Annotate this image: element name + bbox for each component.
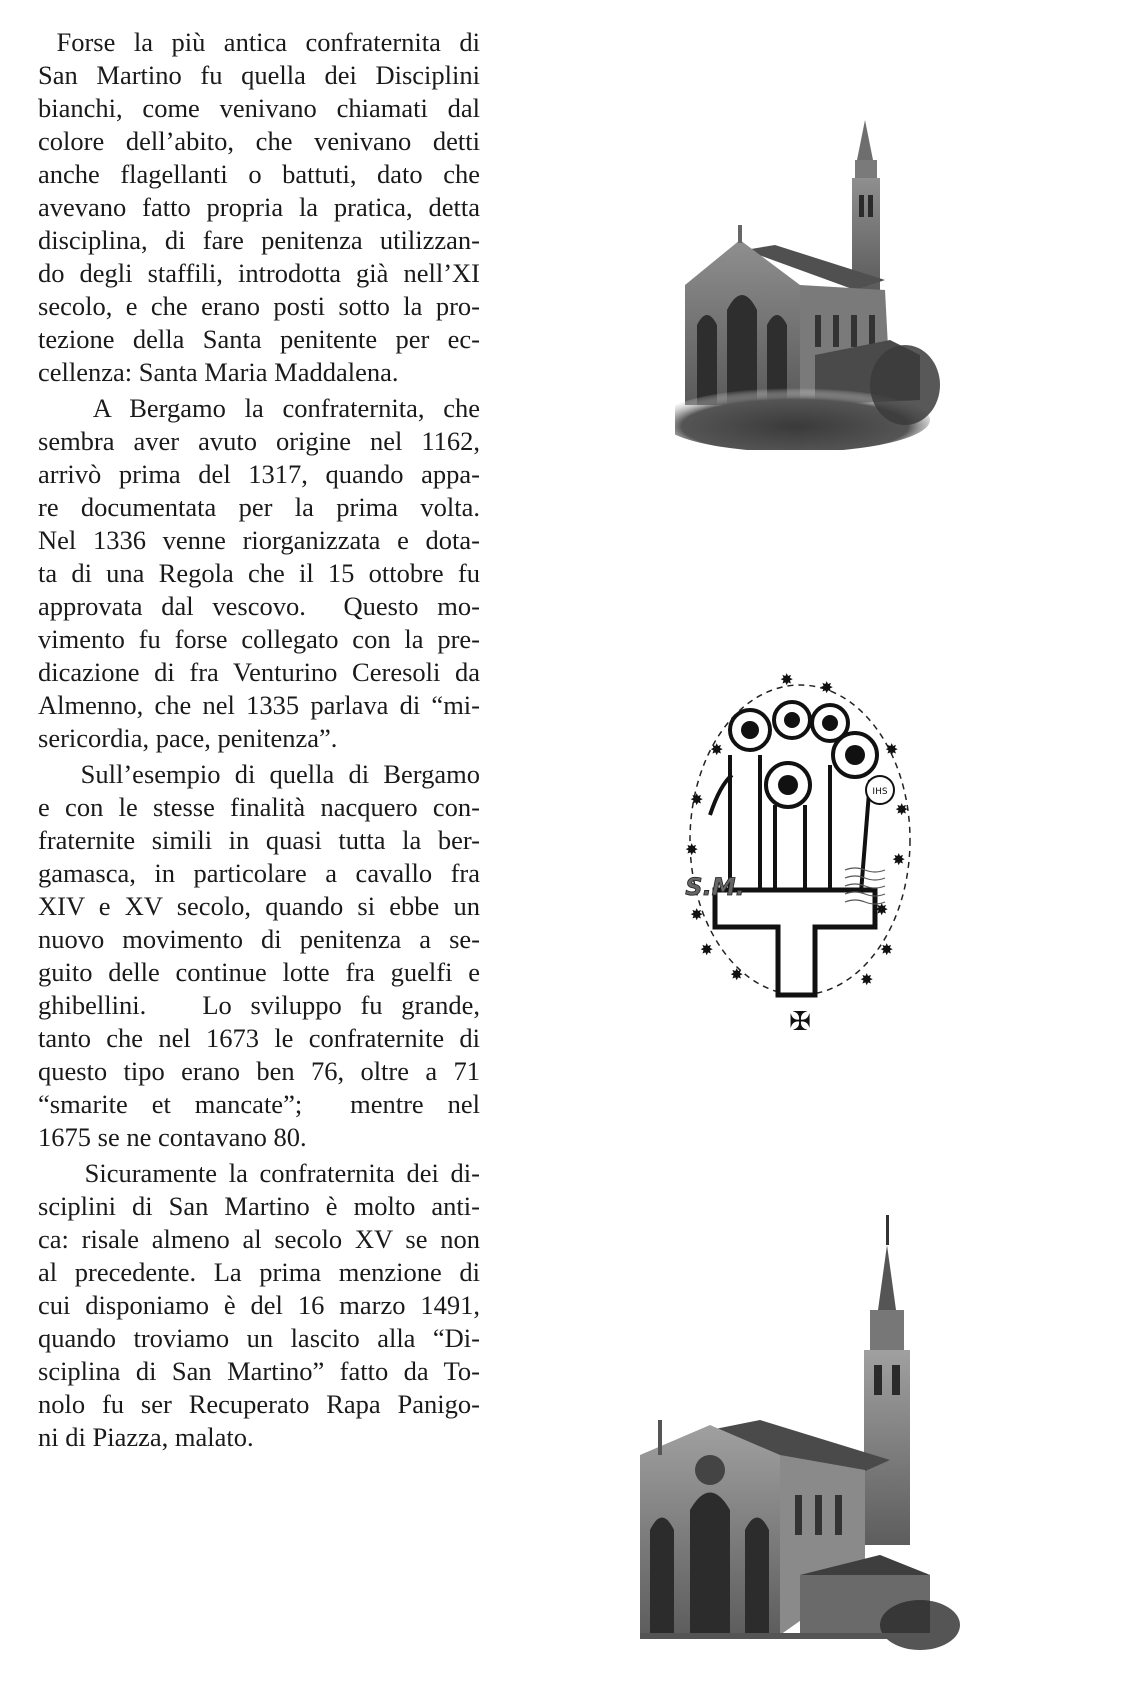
text-line: anche flagellanti o battuti, dato che [38,159,480,189]
text-line: guito delle continue lotte fra guelfi e [38,957,480,987]
text-line: San Martino fu quella dei Disciplini [38,60,480,90]
text-line: al precedente. La prima menzione di [38,1257,480,1287]
text-line: nolo fu ser Recuperato Rapa Panigo- [38,1389,480,1419]
text-line: cellenza: Santa Maria Maddalena. [38,357,399,387]
cross-icon: ✠ [789,1007,811,1035]
church-photo-bottom [630,1215,970,1655]
text-line: avevano fatto propria la pratica, detta [38,192,480,222]
confraternity-emblem [670,665,930,1035]
svg-text:✸: ✸ [690,905,704,924]
text-line: approvata dal vescovo. Questo mo- [38,591,480,621]
church-photo-top [675,115,945,450]
svg-text:✸: ✸ [690,790,704,809]
text-line: Sull’esempio di quella di Bergamo [38,759,480,789]
text-line: disciplina, di fare penitenza utilizzan- [38,225,480,255]
paragraph-3 [38,758,480,1154]
text-line: tanto che nel 1673 le confraternite di [38,1023,480,1053]
text-line: ni di Piazza, malato. [38,1422,254,1452]
text-line: Sicuramente la confraternita dei di- [38,1158,480,1188]
paragraph-1 [38,26,480,389]
text-line: e con le stesse finalità nacquero con- [38,792,480,822]
text-line: XIV e XV secolo, quando si ebbe un [38,891,480,921]
text-line: Nel 1336 venne riorganizzata e dota- [38,525,480,555]
text-line: ghibellini. Lo sviluppo fu grande, [38,990,480,1020]
paragraph-2 [38,392,480,755]
text-line: dicazione di fra Venturino Ceresoli da [38,657,480,687]
svg-text:✸: ✸ [875,900,889,919]
ihs-badge: IHS [872,787,888,797]
svg-text:✸: ✸ [820,678,834,697]
text-line: Forse la più antica confraternita di [38,27,480,57]
svg-text:✸: ✸ [685,840,699,859]
text-line: do degli staffili, introdotta già nell’XI [38,258,480,288]
svg-text:✸: ✸ [700,940,714,959]
text-line: sciplina di San Martino” fatto da To- [38,1356,480,1386]
svg-text:✸: ✸ [860,970,874,989]
text-line: “smarite et mancate”; mentre nel [38,1089,480,1119]
text-line: ta di una Regola che il 15 ottobre fu [38,558,480,588]
text-line: questo tipo erano ben 76, oltre a 71 [38,1056,480,1086]
svg-text:✸: ✸ [730,965,744,984]
text-line: sericordia, pace, penitenza”. [38,723,338,753]
article-text [38,26,480,1457]
text-line: cui disponiamo è del 16 marzo 1491, [38,1290,480,1320]
text-line: arrivò prima del 1317, quando appa- [38,459,480,489]
text-line: vimento fu forse collegato con la pre- [38,624,480,654]
text-line: quando troviamo un lascito alla “Di- [38,1323,480,1353]
text-line: Almenno, che nel 1335 parlava di “mi- [38,690,480,720]
svg-text:✸: ✸ [892,850,906,869]
text-line: tezione della Santa penitente per ec- [38,324,480,354]
text-line: sembra aver avuto origine nel 1162, [38,426,480,456]
text-line: re documentata per la prima volta. [38,492,480,522]
svg-text:✸: ✸ [885,740,899,759]
svg-text:✸: ✸ [895,800,909,819]
text-line: gamasca, in particolare a cavallo fra [38,858,480,888]
text-line: fraternite simili in quasi tutta la ber- [38,825,480,855]
text-line: sciplini di San Martino è molto anti- [38,1191,480,1221]
text-line: nuovo movimento di penitenza a se- [38,924,480,954]
paragraph-4 [38,1157,480,1454]
text-line: 1675 se ne contavano 80. [38,1122,307,1152]
sm-monogram: S.M. [685,873,745,901]
svg-text:✸: ✸ [710,740,724,759]
text-line: secolo, e che erano posti sotto la pro- [38,291,480,321]
text-line: colore dell’abito, che venivano detti [38,126,480,156]
text-line: A Bergamo la confraternita, che [38,393,480,423]
text-line: ca: risale almeno al secolo XV se non [38,1224,480,1254]
svg-text:✸: ✸ [880,940,894,959]
text-line: bianchi, come venivano chiamati dal [38,93,480,123]
svg-text:✸: ✸ [780,670,794,689]
